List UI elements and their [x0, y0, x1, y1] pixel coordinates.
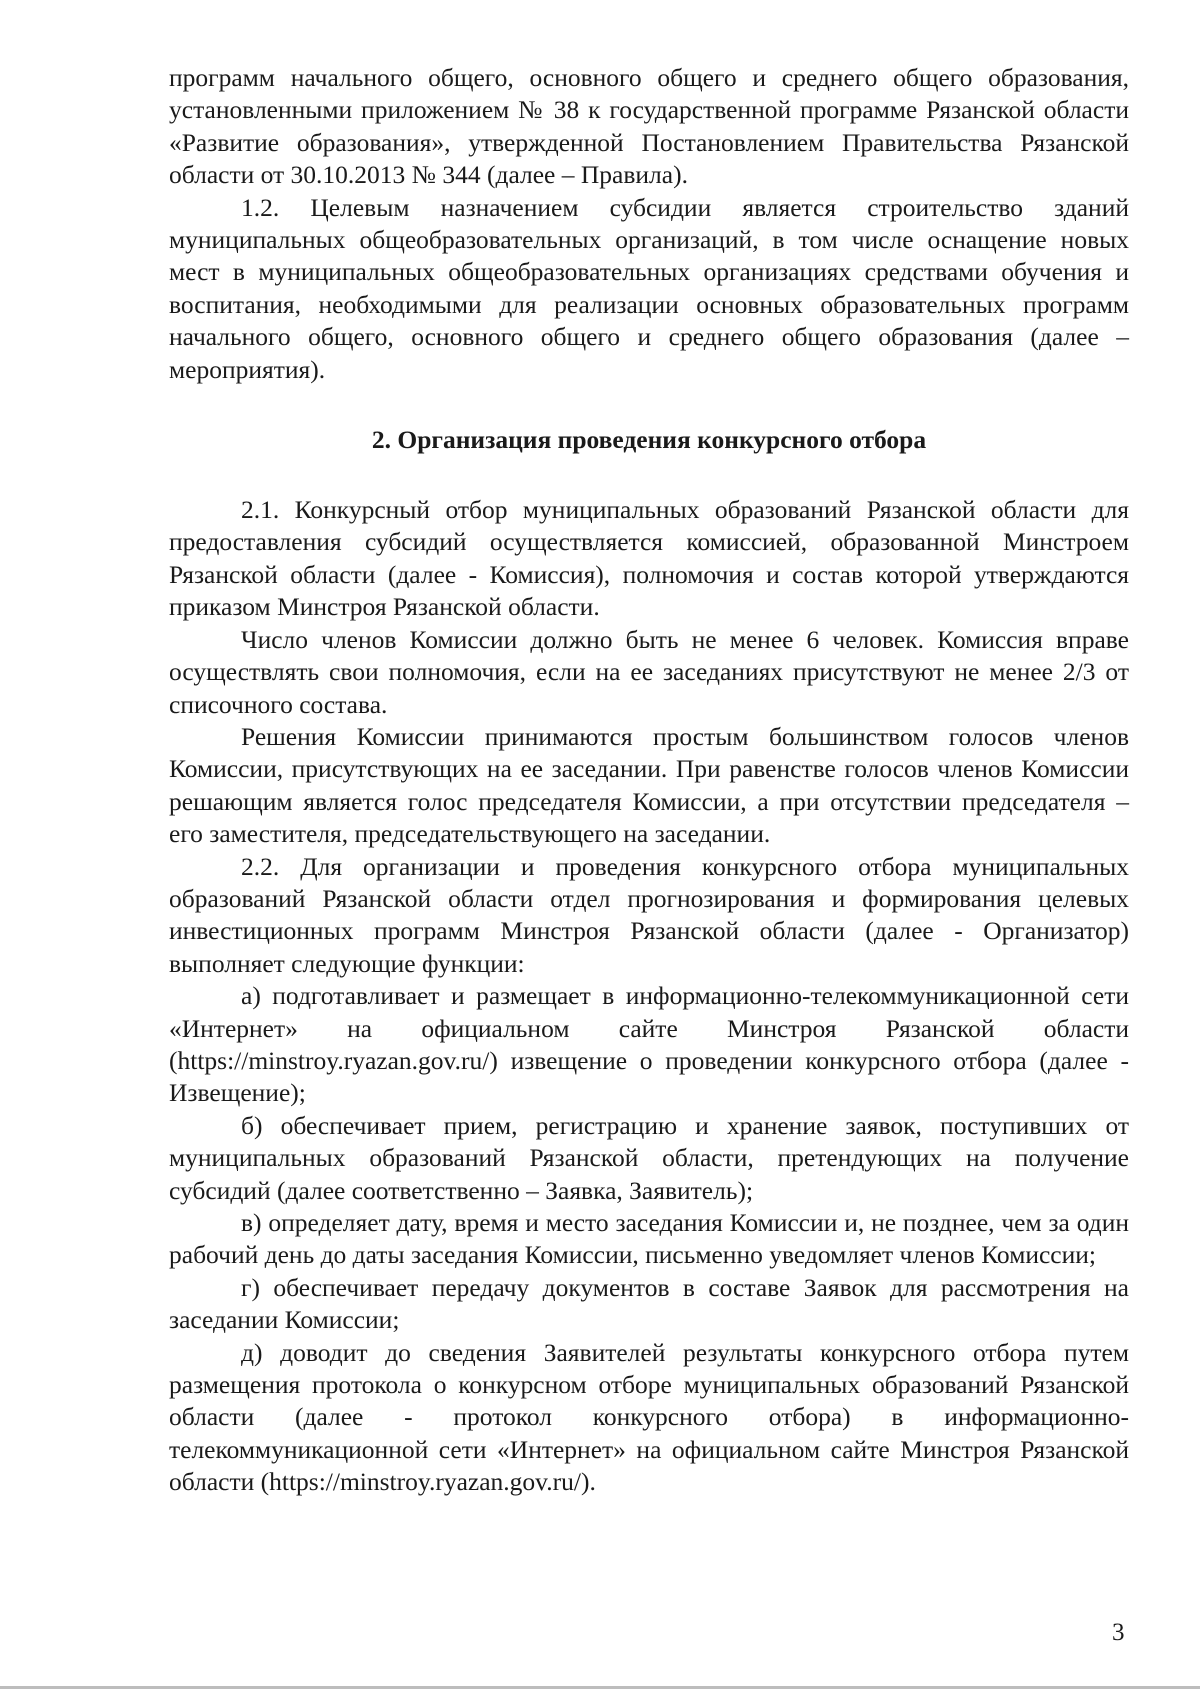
paragraph-2-1: 2.1. Конкурсный отбор муниципальных образований Рязанской области для предоставления субсидий осуществляется комиссией, образованной Минстроем Рязанской области (далее - Комиссия), полномочия и состав которой утверждаются приказом Минстроя Рязанской области. [169, 495, 1129, 622]
paragraph-commission-size: Число членов Комиссии должно быть не менее 6 человек. Комиссия вправе осуществлять свои полномочия, если на ее заседаниях присутствуют не менее 2/3 от списочного состава. [169, 624, 1129, 719]
paragraph-commission-decisions: Решения Комиссии принимаются простым большинством голосов членов Комиссии, присутствующих на ее заседании. При равенстве голосов членов Комиссии решающим является голос председателя Комиссии, а при отсутствии председателя – его заместителя, председательствующего на заседании. [169, 721, 1129, 849]
section-heading: 2. Организация проведения конкурсного отбора [371, 425, 927, 455]
paragraph-rules-reference: программ начального общего, основного общего и среднего общего образования, установленными приложением № 38 к государственной программе Рязанской области «Развитие образования», утвержденной Постановлением Правительства Рязанской области от 30.10.2013 № 344 (далее – Правила). [169, 63, 1129, 190]
list-item-g: г) обеспечивает передачу документов в составе Заявок для рассмотрения на заседании Комиссии; [169, 1272, 1129, 1335]
paragraph-2-2: 2.2. Для организации и проведения конкурсного отбора муниципальных образований Рязанской области отдел прогнозирования и формирования целевых инвестиционных программ Минстроя Рязанской области (далее - Организатор) выполняет следующие функции: [169, 851, 1129, 978]
list-item-b: б) обеспечивает прием, регистрацию и хранение заявок, поступивших от муниципальных образований Рязанской области, претендующих на получение субсидий (далее соответственно – Заявка, Заявитель); [169, 1110, 1129, 1205]
page-number: 3 [1112, 1619, 1125, 1646]
list-item-a: а) подготавливает и размещает в информационно-телекоммуникационной сети «Интернет» на официальном сайте Минстроя Рязанской области (https://minstroy.ryazan.gov.ru/) извещение о проведении конкурсного отбора (далее - Извещение); [169, 981, 1129, 1108]
paragraph-1-2: 1.2. Целевым назначением субсидии является строительство зданий муниципальных общеобразовательных организаций, в том числе оснащение новых мест в муниципальных общеобразовательных организациях средствами обучения и воспитания, необходимыми для реализации основных образовательных программ начального общего, основного общего и среднего общего образования (далее – мероприятия). [169, 192, 1129, 384]
scan-bottom-edge [0, 1686, 1200, 1689]
list-item-d: д) доводит до сведения Заявителей результаты конкурсного отбора путем размещения протокола о конкурсном отборе муниципальных образований Рязанской области (далее - протокол конкурсного отбора) в информационно-телекоммуникационной сети «Интернет» на официальном сайте Минстроя Рязанской области (https://minstroy.ryazan.gov.ru/). [169, 1337, 1129, 1497]
document-page [169, 62, 1129, 1499]
text-block-top [169, 62, 1129, 386]
text-block-section-2 [169, 494, 1129, 1499]
list-item-v: в) определяет дату, время и место заседания Комиссии и, не позднее, чем за один рабочий день до даты заседания Комиссии, письменно уведомляет членов Комиссии; [169, 1208, 1129, 1270]
